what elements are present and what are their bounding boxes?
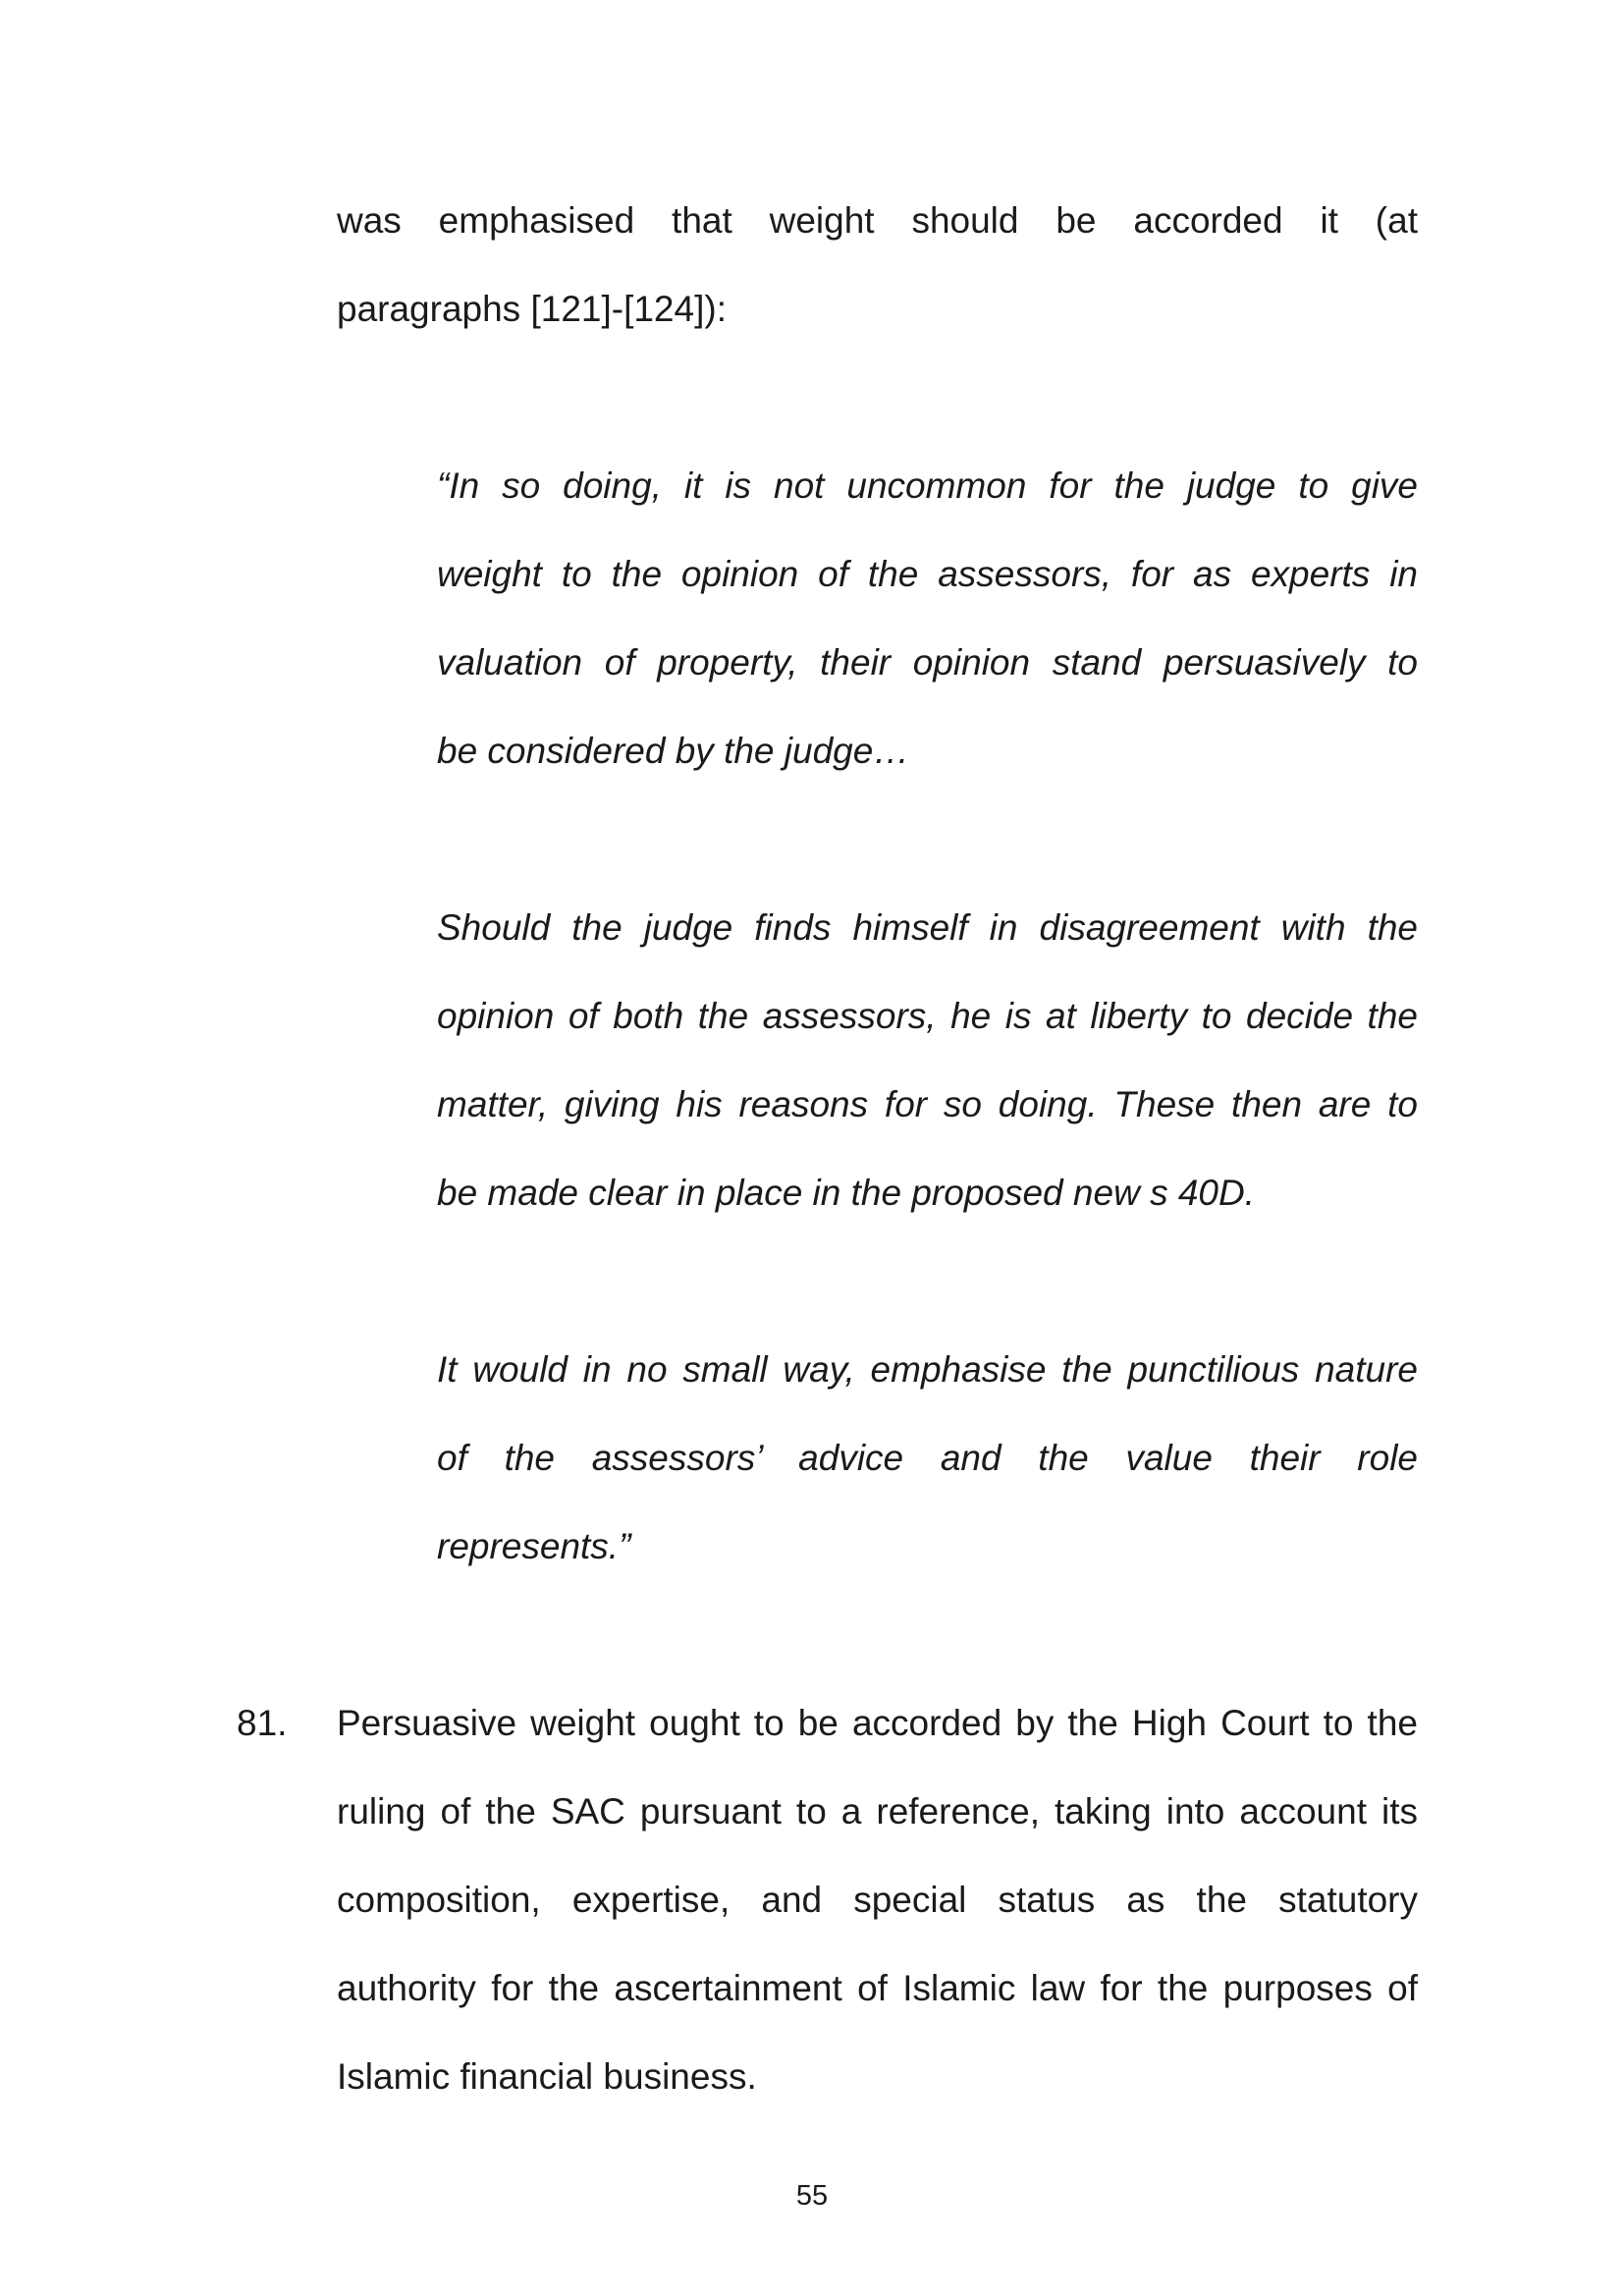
- intro-paragraph: [337, 177, 1418, 354]
- paragraph-81: [337, 1679, 1418, 2121]
- quote-paragraph-2: [437, 884, 1418, 1237]
- quote-line: weight to the opinion of the assessors, for as experts in: [437, 554, 1418, 594]
- quote-line: opinion of both the assessors, he is at liberty to decide the: [437, 996, 1418, 1036]
- paragraph-line: Islamic financial business.: [337, 2056, 757, 2097]
- intro-line: was emphasised that weight should be accorded it (at: [337, 200, 1418, 241]
- quote-line: valuation of property, their opinion stand persuasively to: [437, 642, 1418, 683]
- quote-line: It would in no small way, emphasise the punctilious nature: [437, 1349, 1418, 1390]
- quote-line: be made clear in place in the proposed new s 40D.: [437, 1173, 1256, 1213]
- quote-line: matter, giving his reasons for so doing. These then are to: [437, 1084, 1418, 1124]
- quote-line: Should the judge finds himself in disagreement with the: [437, 907, 1418, 948]
- quote-paragraph-1: [437, 442, 1418, 795]
- quote-line: “In so doing, it is not uncommon for the judge to give: [437, 465, 1418, 506]
- quote-line: of the assessors’ advice and the value their role: [437, 1438, 1418, 1478]
- paragraph-line: composition, expertise, and special status as the statutory: [337, 1880, 1418, 1920]
- paragraph-line: authority for the ascertainment of Islamic law for the purposes of: [337, 1968, 1418, 2008]
- quote-line: be considered by the judge…: [437, 731, 910, 771]
- quote-line: represents.”: [437, 1526, 631, 1566]
- paragraph-line: Persuasive weight ought to be accorded by the High Court to the: [337, 1703, 1418, 1743]
- intro-line: paragraphs [121]-[124]):: [337, 289, 727, 329]
- paragraph-number: 81.: [237, 1703, 288, 1743]
- paragraph-line: ruling of the SAC pursuant to a reference, taking into account its: [337, 1791, 1418, 1831]
- page-number: 55: [795, 2180, 829, 2212]
- quote-paragraph-3: [437, 1326, 1418, 1591]
